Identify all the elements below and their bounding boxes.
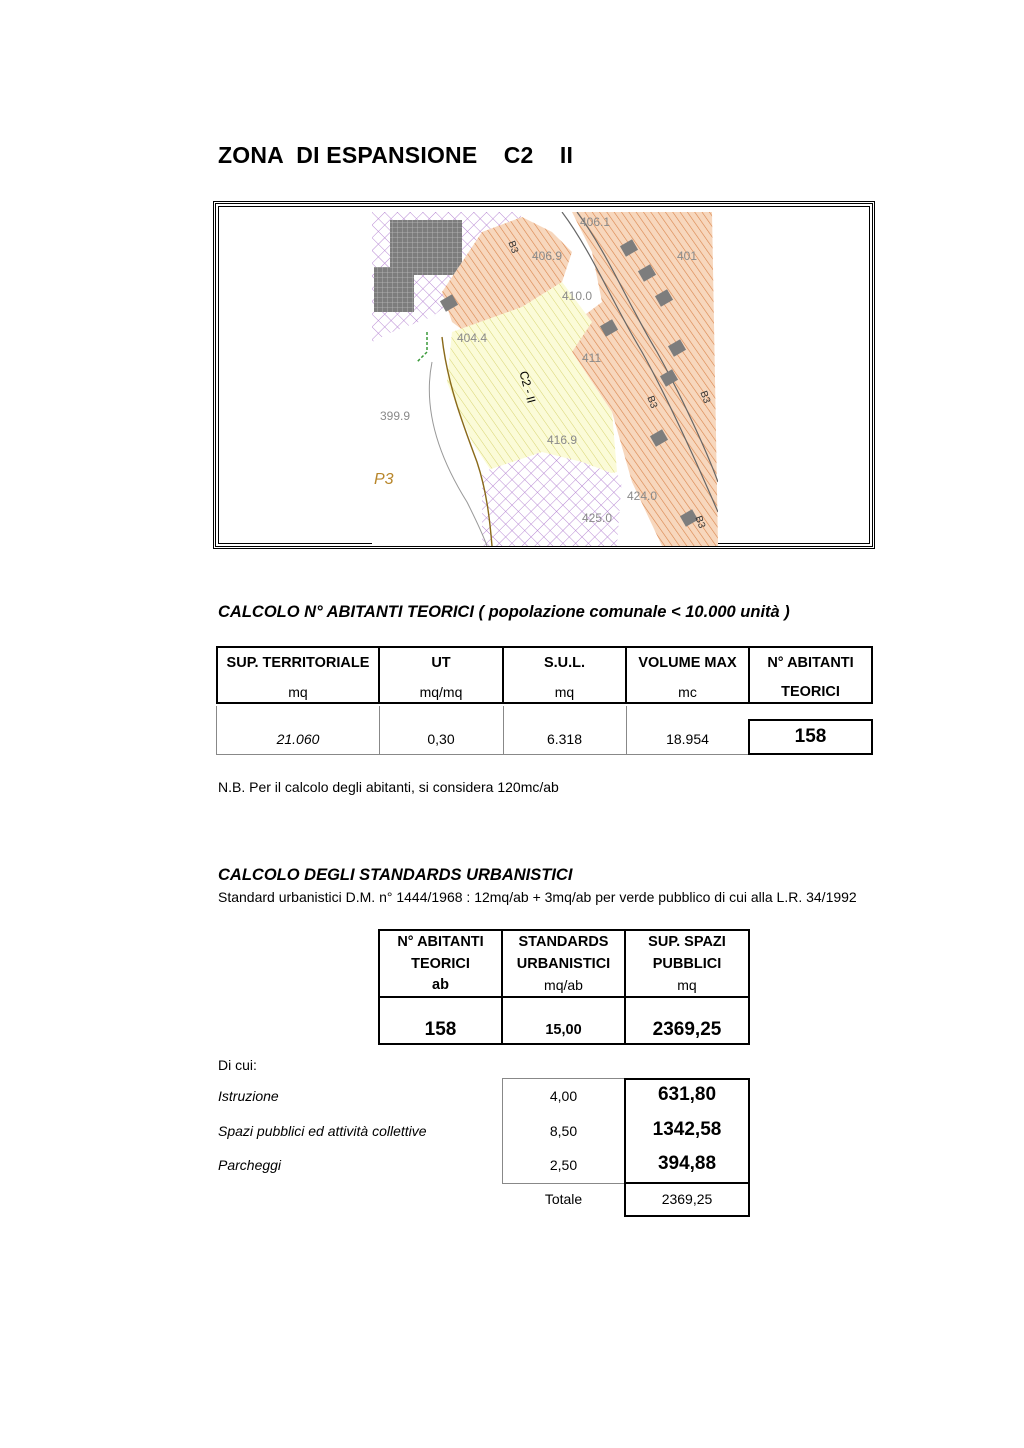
map-label-401: 401 <box>677 249 698 263</box>
b3-label-4: B3 <box>692 514 707 530</box>
map-label-406-1: 406.1 <box>580 215 611 229</box>
section-standards-heading: CALCOLO DEGLI STANDARDS URBANISTICI <box>218 866 573 884</box>
page-title: ZONA DI ESPANSIONE C2 II <box>218 142 574 168</box>
di-cui-label: Di cui: <box>218 1057 257 1073</box>
std-value-standards: 15,00 <box>545 1022 582 1038</box>
map-label-406-9: 406.9 <box>532 249 563 263</box>
col-sup-territoriale: SUP. TERRITORIALE <box>226 655 370 671</box>
unit-mc: mc <box>678 684 697 700</box>
std-col-abitanti-l2: TEORICI <box>411 956 470 972</box>
total-value: 2369,25 <box>661 1191 713 1207</box>
zone-label: C2 - II <box>516 369 539 405</box>
value-ut: 0,30 <box>427 731 455 747</box>
value-sul: 6.318 <box>546 731 583 747</box>
std-col-standards-unit: mq/ab <box>544 977 583 993</box>
std-col-abitanti-unit: ab <box>432 977 449 993</box>
row-spazi-label: Spazi pubblici ed attività collettive <box>218 1123 427 1139</box>
value-sup-territoriale: 21.060 <box>276 731 320 747</box>
map-label-416-9: 416.9 <box>547 433 578 447</box>
col-abitanti-teorici: TEORICI <box>781 684 840 700</box>
row-istruzione-standard: 4,00 <box>549 1088 578 1104</box>
b3-label-3: B3 <box>697 389 712 405</box>
col-volume-max: VOLUME MAX <box>638 655 737 671</box>
std-col-standards-l2: URBANISTICI <box>516 956 611 972</box>
standards-subheading: Standard urbanistici D.M. n° 1444/1968 : 12mq/ab + 3mq/ab per verde pubblico di cui alla L.R. 34/1992 <box>218 889 857 905</box>
std-value-abitanti: 158 <box>424 1019 457 1040</box>
map-label-410-0: 410.0 <box>562 289 593 303</box>
std-col-spazi-unit: mq <box>677 977 697 993</box>
row-spazi-standard: 8,50 <box>549 1123 578 1139</box>
std-value-spazi: 2369,25 <box>652 1019 722 1040</box>
map-label-424-0: 424.0 <box>627 489 658 503</box>
unit-mq: mq <box>288 684 308 700</box>
row-istruzione-area: 631,80 <box>657 1084 717 1105</box>
std-col-spazi-l2: PUBBLICI <box>652 956 722 972</box>
nb-note: N.B. Per il calcolo degli abitanti, si considera 120mc/ab <box>218 779 559 795</box>
row-spazi-area: 1342,58 <box>652 1119 722 1140</box>
zoning-map <box>372 212 718 546</box>
section-abitanti-heading: CALCOLO N° ABITANTI TEORICI ( popolazione comunale < 10.000 unità ) <box>218 603 790 621</box>
unit-mq-sul: mq <box>554 684 575 700</box>
map-label-399-9: 399.9 <box>380 409 411 423</box>
p3-label: P3 <box>374 471 394 488</box>
map-label-404-4: 404.4 <box>457 331 488 345</box>
row-istruzione-label: Istruzione <box>218 1088 279 1104</box>
unit-mq-mq: mq/mq <box>419 684 463 700</box>
map-label-425-0: 425.0 <box>582 511 613 525</box>
col-abitanti: N° ABITANTI <box>767 655 854 671</box>
value-abitanti: 158 <box>794 726 827 747</box>
std-col-standards-l1: STANDARDS <box>518 934 609 950</box>
row-parcheggi-label: Parcheggi <box>218 1157 282 1173</box>
col-sul: S.U.L. <box>543 655 586 671</box>
b3-label-2: B3 <box>644 394 659 410</box>
value-volume-max: 18.954 <box>666 731 709 747</box>
row-parcheggi-standard: 2,50 <box>549 1157 578 1173</box>
col-ut: UT <box>431 655 451 671</box>
std-col-abitanti-l1: N° ABITANTI <box>397 934 484 950</box>
b3-label-1: B3 <box>505 239 520 255</box>
map-label-411: 411 <box>582 351 602 365</box>
row-parcheggi-area: 394,88 <box>657 1153 717 1174</box>
total-label: Totale <box>544 1191 583 1207</box>
std-col-spazi-l1: SUP. SPAZI <box>648 934 726 950</box>
